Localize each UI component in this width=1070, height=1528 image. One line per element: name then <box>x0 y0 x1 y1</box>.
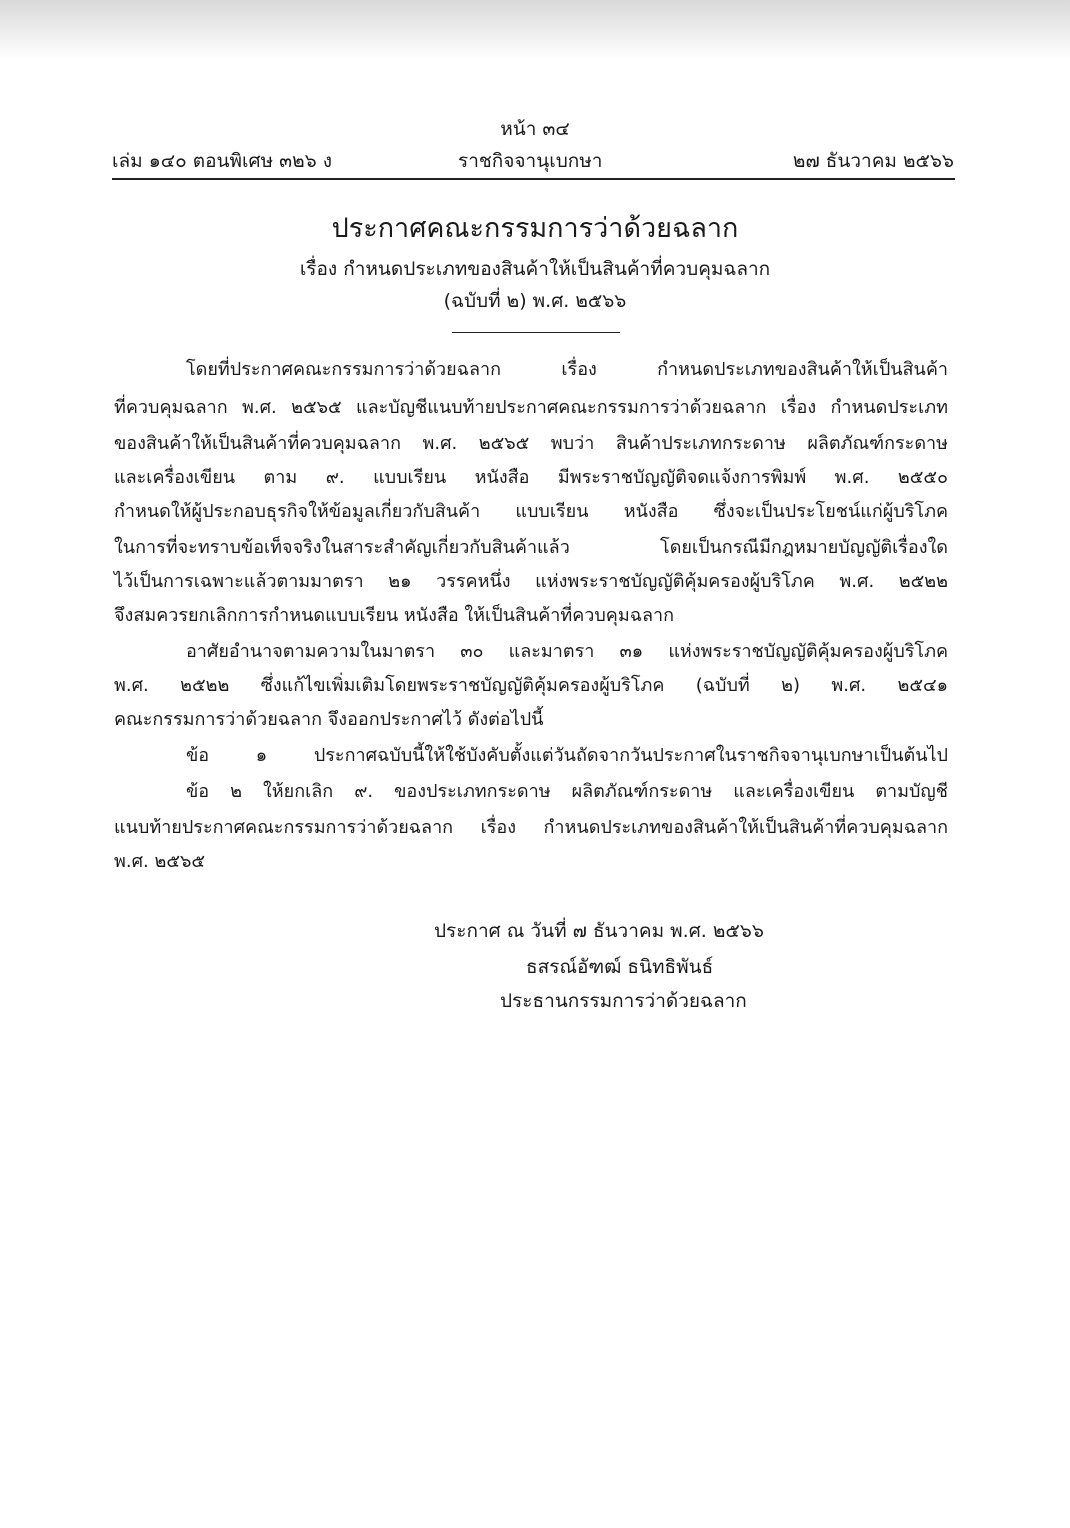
paragraph-line: ในการที่จะทราบข้อเท็จจริงในสาระสำคัญเกี่ยวกับสินค้าแล้ว โดยเป็นกรณีมีกฎหมายบัญญัติเรื่องใด <box>114 537 948 558</box>
announcement-subject: เรื่อง กำหนดประเภทของสินค้าให้เป็นสินค้าที่ควบคุมฉลาก <box>299 258 771 280</box>
announcement-title: ประกาศคณะกรรมการว่าด้วยฉลาก <box>331 213 739 244</box>
clause-2-line: พ.ศ. ๒๕๖๕ <box>114 851 205 872</box>
announcement-edition: (ฉบับที่ ๒) พ.ศ. ๒๕๖๖ <box>443 290 627 312</box>
paragraph-line: ของสินค้าให้เป็นสินค้าที่ควบคุมฉลาก พ.ศ. ๒๕๖๕ พบว่า สินค้าประเภทกระดาษ ผลิตภัณฑ์กระดาษ <box>114 433 948 454</box>
publish-date: ๒๗ ธันวาคม ๒๕๖๖ <box>792 150 954 172</box>
paragraph-line: โดยที่ประกาศคณะกรรมการว่าด้วยฉลาก เรื่อง กำหนดประเภทของสินค้าให้เป็นสินค้า <box>186 359 948 380</box>
clause-1: ข้อ ๑ ประกาศฉบับนี้ให้ใช้บังคับตั้งแต่วันถัดจากวันประกาศในราชกิจจานุเบกษาเป็นต้นไป <box>186 745 948 766</box>
paragraph-line: ที่ควบคุมฉลาก พ.ศ. ๒๕๖๕ และบัญชีแนบท้ายประกาศคณะกรรมการว่าด้วยฉลาก เรื่อง กำหนดประเภท <box>114 397 948 418</box>
paragraph-line: ไว้เป็นการเฉพาะแล้วตามมาตรา ๒๑ วรรคหนึ่ง แห่งพระราชบัญญัติคุ้มครองผู้บริโภค พ.ศ. ๒๕๒๒ <box>114 571 948 592</box>
header-rule <box>112 178 955 180</box>
signatory-position: ประธานกรรมการว่าด้วยฉลาก <box>500 990 747 1012</box>
paragraph-line: พ.ศ. ๒๕๒๒ ซึ่งแก้ไขเพิ่มเติมโดยพระราชบัญญัติคุ้มครองผู้บริโภค (ฉบับที่ ๒) พ.ศ. ๒๕๔๑ <box>114 675 948 696</box>
signatory-name: ธสรณ์อัฑฒ์ ธนิทธิพันธ์ <box>526 956 714 978</box>
paragraph-line: และเครื่องเขียน ตาม ๙. แบบเรียน หนังสือ มีพระราชบัญญัติจดแจ้งการพิมพ์ พ.ศ. ๒๕๕๐ <box>114 467 948 488</box>
paragraph-line: จึงสมควรยกเลิกการกำหนดแบบเรียน หนังสือ ให้เป็นสินค้าที่ควบคุมฉลาก <box>114 605 675 626</box>
gazette-name: ราชกิจจานุเบกษา <box>458 150 603 172</box>
page-number: หน้า ๓๔ <box>500 118 570 140</box>
paragraph-line: คณะกรรมการว่าด้วยฉลาก จึงออกประกาศไว้ ดังต่อไปนี้ <box>114 709 544 730</box>
paragraph-line: อาศัยอำนาจตามความในมาตรา ๓๐ และมาตรา ๓๑ แห่งพระราชบัญญัติคุ้มครองผู้บริโภค <box>186 641 948 662</box>
volume-issue: เล่ม ๑๔๐ ตอนพิเศษ ๓๒๖ ง <box>112 150 333 172</box>
title-rule <box>452 332 620 333</box>
clause-2-line: ข้อ ๒ ให้ยกเลิก ๙. ของประเภทกระดาษ ผลิตภัณฑ์กระดาษ และเครื่องเขียน ตามบัญชี <box>186 781 948 802</box>
paragraph-line: กำหนดให้ผู้ประกอบธุรกิจให้ข้อมูลเกี่ยวกับสินค้า แบบเรียน หนังสือ ซึ่งจะเป็นประโยชน์แก่ผู้บริโภค <box>114 501 948 522</box>
clause-2-line: แนบท้ายประกาศคณะกรรมการว่าด้วยฉลาก เรื่อง กำหนดประเภทของสินค้าให้เป็นสินค้าที่ควบคุมฉลาก <box>114 817 948 838</box>
announcement-date: ประกาศ ณ วันที่ ๗ ธันวาคม พ.ศ. ๒๕๖๖ <box>434 920 764 942</box>
